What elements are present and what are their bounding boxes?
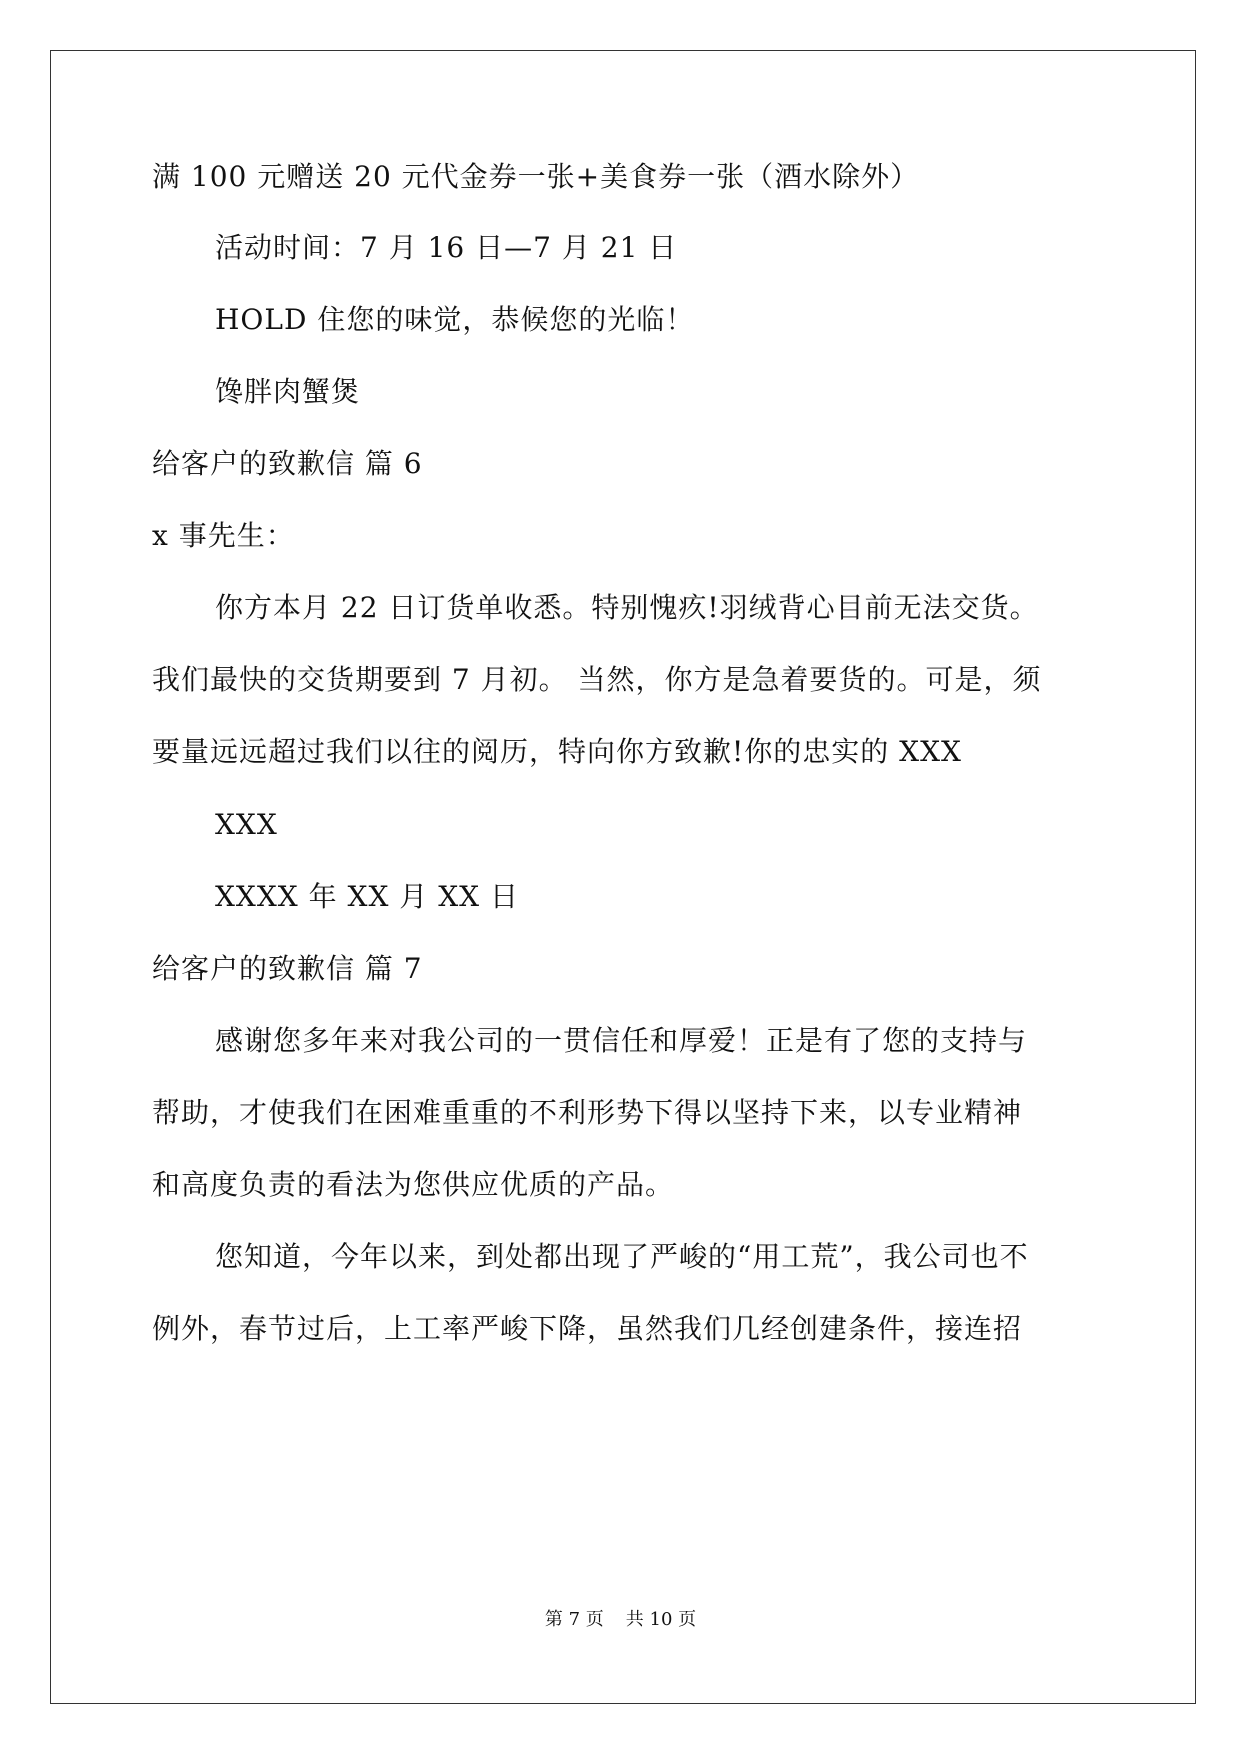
activity-time: 活动时间：7 月 16 日—7 月 21 日 <box>215 231 678 264</box>
body-line: 您知道，今年以来，到处都出现了严峻的“用工荒”，我公司也不 <box>215 1240 1029 1273</box>
body-line: 我们最快的交货期要到 7 月初。 当然，你方是急着要货的。可是，须 <box>152 663 1042 696</box>
page-footer <box>0 1608 1241 1632</box>
section-heading-7: 给客户的致歉信 篇 7 <box>152 952 423 985</box>
body-line: 帮助，才使我们在困难重重的不利形势下得以坚持下来，以专业精神 <box>152 1096 1023 1129</box>
salutation: x 事先生： <box>152 519 295 552</box>
body-line: 和高度负责的看法为您供应优质的产品。 <box>152 1168 675 1201</box>
signature-date: XXXX 年 XX 月 XX 日 <box>215 880 519 913</box>
page-total: 共 10 页 <box>625 1609 697 1630</box>
signature-name: XXX <box>215 808 278 841</box>
body-line: 你方本月 22 日订货单收悉。特别愧疚!羽绒背心目前无法交货。 <box>215 591 1039 624</box>
body-line: 例外，春节过后，上工率严峻下降，虽然我们几经创建条件，接连招 <box>152 1312 1023 1345</box>
body-line: 要量远远超过我们以往的阅历，特向你方致歉!你的忠实的 XXX <box>152 735 962 768</box>
page-number: 第 7 页 <box>544 1609 604 1630</box>
body-line: 感谢您多年来对我公司的一贯信任和厚爱！正是有了您的支持与 <box>215 1024 1028 1057</box>
promo-line: 满 100 元赠送 20 元代金券一张+美食券一张（酒水除外） <box>152 160 920 193</box>
slogan-line: HOLD 住您的味觉，恭候您的光临！ <box>215 303 695 336</box>
restaurant-name: 馋胖肉蟹煲 <box>215 375 361 408</box>
section-heading-6: 给客户的致歉信 篇 6 <box>152 447 423 480</box>
